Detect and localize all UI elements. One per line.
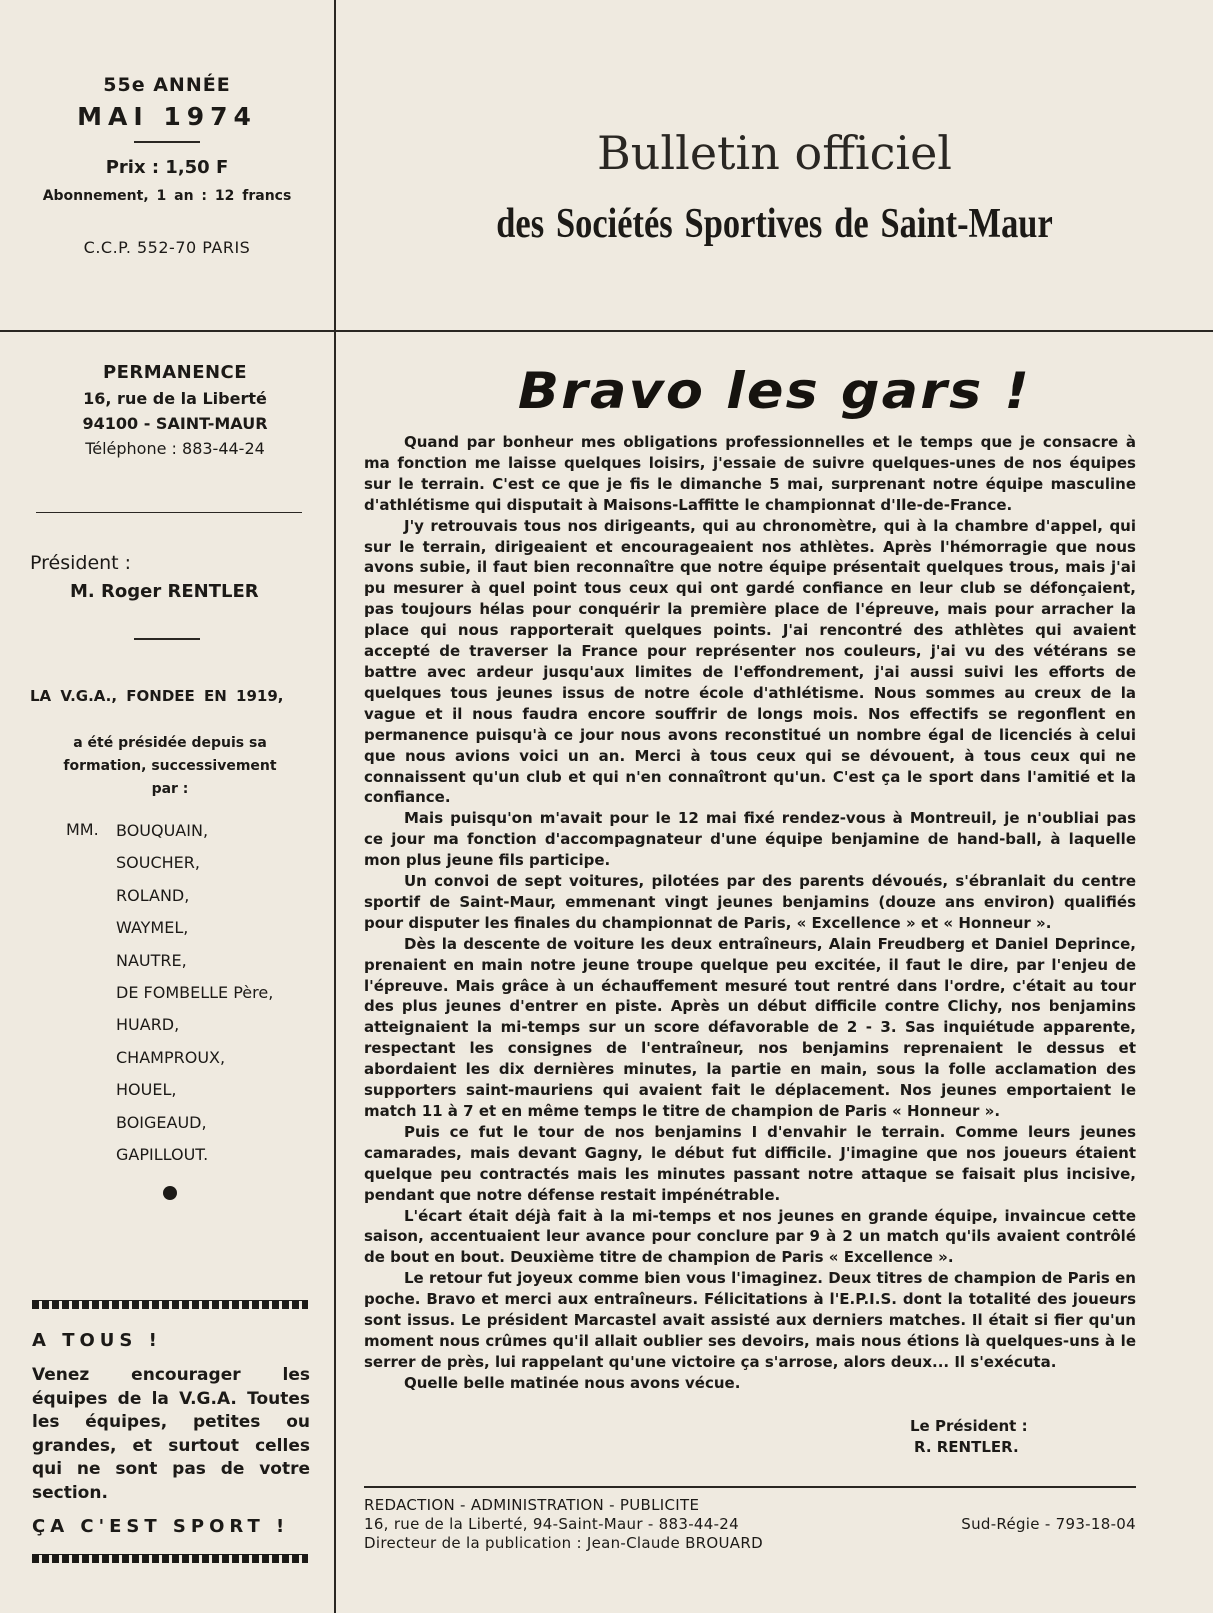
vga-founded: LA V.G.A., FONDEE EN 1919, [30,687,284,705]
divider [134,638,200,640]
permanence-title: PERMANENCE [102,362,248,383]
footer-regie: Sud-Régie - 793-18-04 [961,1515,1136,1533]
article-paragraph: J'y retrouvais tous nos dirigeants, qui au chronomètre, qui à la chambre d'appel, qui sur le terrain, dirigeaient et encourageaient nos athlètes. Après l'hémorragie que nous avons subie, il faut bien reconnaître que notre équipe présentait quelques trous, mais j'ai pu mesurer à quel point tous ceux qui ont gardé confiance en leur club se défonçaient, pas toujours hélas pour conquérir la première place de l'épreuve, mais pour arracher la place qui nous rapporterait quelques points. J'ai rencontré des athlètes qui avaient accepté de traverser la France pour représenter nos couleurs, j'ai vu des vétérans se battre avec ardeur jusqu'aux limites de l'effondrement, j'ai aussi suivi les efforts de quelques tous jeunes issus de notre école d'athlétisme. Nous sommes au creux de la vague et il nous faudra encore souffrir de longs mois. Nos effectifs se regonflent en permanence puisqu'à ce jour nous avons reconstitué un nombre égal de licenciés à celui que nous avions voici un an. Merci à tous ceux qui se dévouent, à tous ceux qui ne connaissent qu'un club et qui n'en connaîtront qu'un. C'est ça le sport dans l'amitié et la confiance. [364,516,1136,807]
president-name: M. Roger RENTLER [70,581,259,602]
list-item: NAUTRE, [116,950,187,970]
footer-address: 16, rue de la Liberté, 94-Saint-Maur - 883-44-24 [364,1515,739,1533]
footer-director: Directeur de la publication : Jean-Claude BROUARD [364,1534,763,1552]
signature-label: Le Président : [910,1417,1028,1435]
hatched-border-top [32,1300,308,1309]
address-line-2: 94100 - SAINT-MAUR [82,414,268,433]
hatched-border-bottom [32,1554,308,1563]
article-title: Bravo les gars ! [517,362,1032,420]
list-item: HOUEL, [116,1080,177,1100]
permanence-block [40,362,310,464]
issue-info [0,74,334,257]
bullet-dot [163,1186,177,1200]
article-paragraph: Puis ce fut le tour de nos benjamins I d'envahir le terrain. Comme leurs jeunes camarades, mais devant Gagny, le début fut difficile. J'imagine que nos joueurs étaient quelque peu contractés mais les minutes passant notre attaque se faisait plus incisive, pendant que notre défense restait impénétrable. [364,1122,1136,1204]
list-item: GAPILLOUT. [116,1144,209,1164]
article-paragraph: Quelle belle matinée nous avons vécue. [404,1373,741,1392]
list-item: WAYMEL, [116,918,189,938]
mm-label: MM. [66,820,99,839]
footer [364,1496,1136,1553]
list-item: SOUCHER, [116,853,200,873]
footer-divider [364,1486,1136,1488]
list-item: DE FOMBELLE Père, [116,982,274,1002]
divider [36,512,302,513]
header-divider [0,330,1213,332]
list-item: BOUQUAIN, [116,821,209,840]
issue-date: MAI 1974 [77,102,257,131]
phone: Téléphone : 883-44-24 [85,439,265,458]
president-label: Président : [30,552,132,574]
address-line-1: 16, rue de la Liberté [83,389,267,408]
vga-history: a été présidée depuis sa formation, successivement par : [63,735,277,797]
subscription: Abonnement, 1 an : 12 francs [42,188,292,204]
callout-text: Venez encourager les équipes de la V.G.A. Toutes les équipes, petites ou grandes, et surtout celles qui ne sont pas de votre section. [32,1365,310,1503]
masthead-subtitle: des Sociétés Sportives de Saint-Maur [496,201,1053,247]
article-paragraph: Dès la descente de voiture les deux entraîneurs, Alain Freudberg et Daniel Deprince, prenaient en main notre jeune troupe quelque peu excitée, il faut le dire, par l'enjeu de l'épreuve. Mais grâce à un échauffement mesuré tout rentré dans l'ordre, c'était au tour des plus jeunes d'entrer en piste. Après un début difficile contre Clichy, nos benjamins atteignaient la mi-temps sur un score défavorable de 2 - 3. Sas inquiétude apparente, respectant les consignes de l'entraîneur, nos benjamins reprenaient le dessus et abordaient les dix dernières minutes, la partie en main, sous la folle acclamation des supporters saint-mauriens qui avaient fait le déplacement. Nos jeunes emportaient le match 11 à 7 et en même temps le titre de champion de Paris « Honneur ». [364,934,1136,1120]
list-item: CHAMPROUX, [116,1047,226,1067]
list-item: BOIGEAUD, [116,1112,207,1132]
article-body [364,432,1136,1394]
column-divider [334,0,336,1613]
divider [134,141,200,143]
list-item: HUARD, [116,1015,180,1035]
signature-name: R. RENTLER. [914,1438,1019,1456]
article-paragraph: L'écart était déjà fait à la mi-temps et nos jeunes en grande équipe, invaincue cette saison, accentuaient leur avance pour conclure par 9 à 2 un match qu'ils avaient contrôlé de bout en bout. Deuxième titre de champion de Paris « Excellence ». [364,1206,1136,1267]
signature [910,1416,1028,1458]
ccp-account: C.C.P. 552-70 PARIS [83,238,251,257]
past-presidents-list [116,820,273,1176]
article-paragraph: Un convoi de sept voitures, pilotées par des parents dévoués, s'ébranlait du centre sportif de Saint-Maur, emmenant vingt jeunes benjamins (douze ans environ) qualifiés pour disputer les finales du championnat de Paris, « Excellence » et « Honneur ». [364,872,1136,932]
issue-year: 55e ANNÉE [103,74,231,96]
callout-heading: A TOUS ! [32,1330,162,1351]
price: Prix : 1,50 F [105,157,229,178]
article-paragraph: Mais puisqu'on m'avait pour le 12 mai fixé rendez-vous à Montreuil, je n'oubliai pas ce jour ma fonction d'accompagnateur d'une équipe benjamine de hand-ball, à laquelle mon plus jeune fils participe. [364,809,1136,870]
callout-slogan: ÇA C'EST SPORT ! [32,1516,290,1537]
masthead-title: Bulletin officiel [596,126,953,180]
list-item: ROLAND, [116,885,190,905]
article-paragraph: Quand par bonheur mes obligations professionnelles et le temps que je consacre à ma fonction me laisse quelques loisirs, j'essaie de suivre quelques-unes de nos équipes sur le terrain. C'est ce que je fis le dimanche 5 mai, surprenant notre équipe masculine d'athlétisme qui disputait à Maisons-Laffitte le championnat d'Ile-de-France. [364,433,1136,514]
footer-departments: REDACTION - ADMINISTRATION - PUBLICITE [364,1496,700,1514]
article-paragraph: Le retour fut joyeux comme bien vous l'imaginez. Deux titres de champion de Paris en poche. Bravo et merci aux entraîneurs. Félicitations à l'E.P.I.S. dont la totalité des joueurs sont issus. Le président Marcastel avait assisté aux derniers matches. Il était si fier qu'un moment nous crûmes qu'il allait oublier ses devoirs, mais nous étions là quelques-uns à le serrer de près, lui rappelant qu'une victoire ça s'arrose, alors deux... Il s'exécuta. [364,1269,1136,1371]
